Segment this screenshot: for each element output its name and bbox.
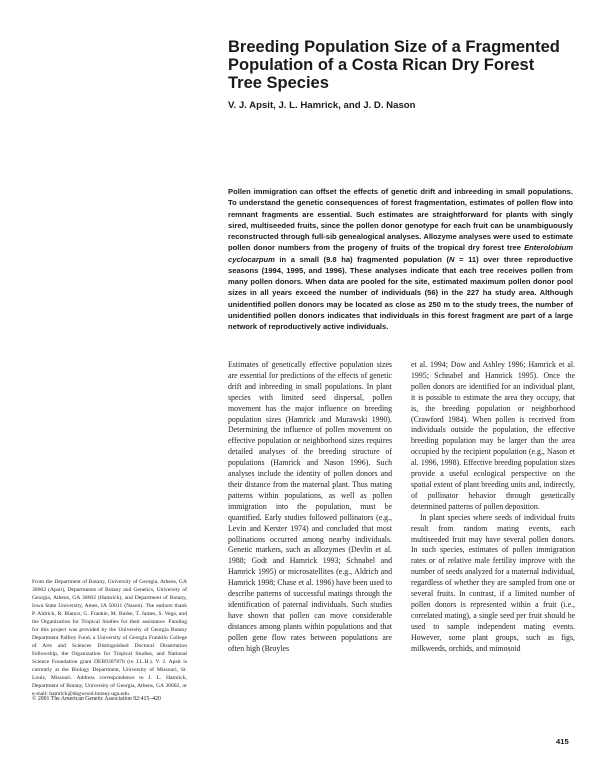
body-paragraph: et al. 1994; Dow and Ashley 1996; Hamrick et al. 1995; Schnabel and Hamrick 1995). Once the pollen donors are identified for an individual plant, it is possible to estimate the area they occupy, that is, the breeding population or neighborhood (Crawford 1984). When pollen is received from individuals outside the population, the effective breeding population may be larger than the area occupied by the recipient population (e.g., Nason et al. 1996, 1998). Effective breeding population sizes provide a useful ecological perspective on the spatial extent of plant breeding units and, indirectly, of pollinator behavior through genetically determined patterns of pollen deposition. — [411, 360, 575, 511]
species-name: Enterolobium cyclocarpum — [228, 243, 573, 264]
abstract-text-part2: in a small (9.8 ha) fragmented population ( — [274, 254, 450, 264]
abstract-text-part1: Pollen immigration can offset the effects of genetic drift and inbreeding in small populations. To understand the genetic consequences of forest fragmentation, estimates of pollen flow into remnant fragments are essential. Such estimates are straightforward for plants with singly sired, multiseeded fruits, since the pollen donor genotype for each fruit can be unambiguously reconstructed through full-sib genealogical analyses. Allozyme analyses were used to estimate pollen donor numbers from the progeny of fruits of the tropical dry forest tree — [228, 187, 573, 253]
page-number: 415 — [556, 737, 569, 746]
author-list: V. J. Apsit, J. L. Hamrick, and J. D. Nason — [228, 100, 416, 111]
sample-size-symbol: N — [449, 254, 455, 264]
copyright-notice: © 2001 The American Genetic Association 92:415–420 — [32, 696, 161, 702]
affiliation-footnote: From the Department of Botany, University of Georgia, Athens, GA 30602 (Apsit), Departments of Botany and Genetics, University of Georgia, Athens, GA 30602 (Hamrick), and Department of Botany, Iowa State University, Ames, IA 50011 (Nason). The authors thank P. Aldrich, R. Blanco, G. Frankie, M. Burke, T. James, S. Vega, and the Organization for Tropical Studies for their assistance. Funding for this project was provided by the University of Georgia Botany Department Palfrey Fund, a University of Georgia Franklin College of Arts and Sciences Distinguished Doctoral Dissertation Fellowship, the Organization for Tropical Studies, and National Science Foundation grant DEB9307878 (to J.L.H.). V. J. Apsit is currently at the Biology Department, University of Missouri, St. Louis, Missouri. Address correspondence to J. L. Hamrick, Department of Botany, University of Georgia, Athens, GA 30602, or e-mail: hamrick@dogwood.botany.uga.edu. — [32, 579, 187, 697]
body-column-right — [411, 360, 575, 654]
abstract-text-part3: = 11) over three reproductive seasons (1994, 1995, and 1996). These analyses indicate that each tree receives pollen from many pollen donors. When data are pooled for the site, estimated maximum pollen donor pool sizes in all years exceed the number of individuals (56) in the 227 ha study area. Although unidentified pollen donors may be located as close as 250 m to the study trees, the number of unidentified pollen donors indicates that individuals in this forest fragment are part of a large network of reproductively active individuals. — [228, 254, 573, 331]
body-column-left — [228, 360, 392, 654]
body-paragraph: In plant species where seeds of individual fruits result from random mating events, each multiseeded fruit may have several pollen donors. In such species, estimates of pollen immigration rates or of relative male fertility improve with the number of seeds analyzed for a maternal individual, regardless of whether they are sampled from one or several fruits. In contrast, if a limited number of pollen donors is represented within a fruit (i.e., correlated mating), a single seed per fruit should be used to sample independent mating events. However, some plant groups, such as figs, milkweeds, orchids, and mimosoid — [411, 512, 575, 653]
abstract — [228, 186, 573, 332]
body-paragraph: Estimates of genetically effective population sizes are essential for predictions of the effects of genetic drift and inbreeding in small populations. In plant species with limited seed dispersal, pollen movement has the major influence on breeding population sizes (Hamrick and Murawski 1990). Determining the influence of pollen movement on effective population or neighborhood sizes requires detailed analyses of the breeding structure of populations (Hamrick and Nason 1996). Such analyses include the identity of pollen donors and their distance from the maternal plant. Thus mating patterns within populations, as well as pollen immigration into the population, must be quantified. Early studies followed pollinators (e.g., Levin and Kerster 1974) and concluded that most pollinations occurred among nearby individuals. Genetic markers, such as allozymes (Devlin et al. 1988; Godt and Hamrick 1993; Schnabel and Hamrick 1995) or microsatellites (e.g., Aldrich and Hamrick 1998; Chase et al. 1996) have been used to describe patterns of successful matings through the identification of paternal individuals. Such studies have shown that pollen can move considerable distances among plants within populations and that pollen gene flow rates between populations are often high (Broyles — [228, 360, 392, 653]
article-title: Breeding Population Size of a Fragmented Population of a Costa Rican Dry Forest Tree Species — [228, 38, 560, 92]
